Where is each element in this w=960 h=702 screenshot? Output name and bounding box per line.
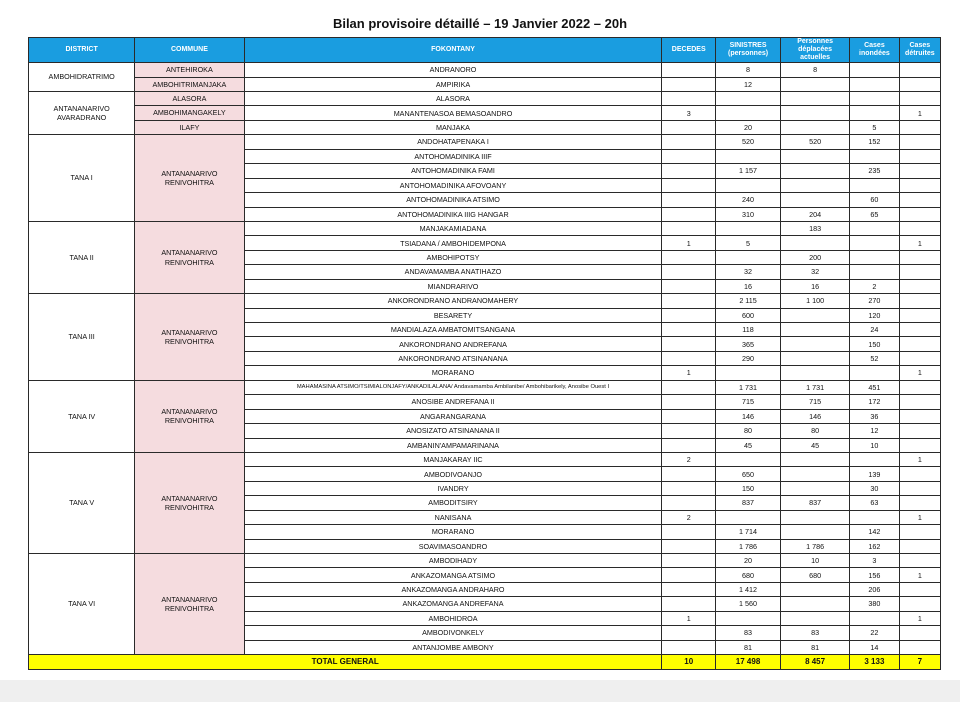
decedes-cell [662, 568, 716, 582]
decedes-cell [662, 120, 716, 134]
detruites-cell [899, 395, 940, 409]
sinistres-cell: 1 714 [716, 525, 781, 539]
fokontany-cell: ANKORONDRANO ATSINANANA [244, 351, 662, 365]
detruites-cell [899, 539, 940, 553]
fokontany-cell: MANDIALAZA AMBATOMITSANGANA [244, 323, 662, 337]
decedes-cell [662, 77, 716, 91]
district-cell: TANA VI [29, 554, 135, 655]
commune-cell: ANTANANARIVO RENIVOHITRA [135, 452, 244, 553]
inondees-cell: 380 [850, 597, 900, 611]
inondees-cell: 152 [850, 135, 900, 149]
inondees-cell: 235 [850, 164, 900, 178]
sinistres-cell: 600 [716, 308, 781, 322]
table-row [29, 92, 941, 106]
deplacees-cell: 83 [781, 626, 850, 640]
header-detruites: Cases détruites [899, 38, 940, 63]
commune-cell: ANTEHIROKA [135, 63, 244, 77]
sinistres-cell: 83 [716, 626, 781, 640]
deplacees-cell [781, 611, 850, 625]
detruites-cell [899, 135, 940, 149]
deplacees-cell: 10 [781, 554, 850, 568]
decedes-cell: 2 [662, 452, 716, 466]
deplacees-cell [781, 193, 850, 207]
commune-cell: ANTANANARIVO RENIVOHITRA [135, 135, 244, 222]
inondees-cell: 2 [850, 279, 900, 293]
detruites-cell [899, 481, 940, 495]
detruites-cell [899, 582, 940, 596]
deplacees-cell [781, 525, 850, 539]
inondees-cell [850, 452, 900, 466]
decedes-cell [662, 250, 716, 264]
total-label: TOTAL GENERAL [29, 655, 662, 670]
deplacees-cell: 32 [781, 265, 850, 279]
inondees-cell [850, 106, 900, 120]
detruites-cell [899, 554, 940, 568]
sinistres-cell: 837 [716, 496, 781, 510]
inondees-cell [850, 236, 900, 250]
sinistres-cell: 365 [716, 337, 781, 351]
deplacees-cell: 200 [781, 250, 850, 264]
commune-cell: ANTANANARIVO RENIVOHITRA [135, 380, 244, 452]
detruites-cell [899, 496, 940, 510]
fokontany-cell: AMBODIVOANJO [244, 467, 662, 481]
commune-cell: AMBOHIMANGAKELY [135, 106, 244, 120]
fokontany-cell: ANKAZOMANGA ATSIMO [244, 568, 662, 582]
total-detruites: 7 [899, 655, 940, 670]
total-row [29, 655, 941, 670]
sinistres-cell [716, 92, 781, 106]
sinistres-cell: 1 560 [716, 597, 781, 611]
commune-cell: ALASORA [135, 92, 244, 106]
detruites-cell [899, 640, 940, 654]
commune-cell: ILAFY [135, 120, 244, 134]
decedes-cell [662, 597, 716, 611]
sinistres-cell [716, 149, 781, 163]
fokontany-cell: ANKORONDRANO ANDREFANA [244, 337, 662, 351]
detruites-cell: 1 [899, 106, 940, 120]
decedes-cell [662, 164, 716, 178]
sinistres-cell: 1 786 [716, 539, 781, 553]
deplacees-cell [781, 510, 850, 524]
table-row [29, 120, 941, 134]
inondees-cell: 206 [850, 582, 900, 596]
decedes-cell [662, 149, 716, 163]
fokontany-cell: ALASORA [244, 92, 662, 106]
deplacees-cell [781, 351, 850, 365]
inondees-cell: 65 [850, 207, 900, 221]
sinistres-cell [716, 250, 781, 264]
detruites-cell [899, 250, 940, 264]
sinistres-cell [716, 510, 781, 524]
decedes-cell [662, 337, 716, 351]
fokontany-cell: MANJAKA [244, 120, 662, 134]
decedes-cell [662, 193, 716, 207]
sinistres-cell: 290 [716, 351, 781, 365]
deplacees-cell [781, 452, 850, 466]
fokontany-cell: ANTANJOMBE AMBONY [244, 640, 662, 654]
decedes-cell [662, 294, 716, 308]
fokontany-cell: AMBANIN'AMPAMARINANA [244, 438, 662, 452]
fokontany-cell: ANDOHATAPENAKA I [244, 135, 662, 149]
district-cell: TANA V [29, 452, 135, 553]
commune-cell: ANTANANARIVO RENIVOHITRA [135, 554, 244, 655]
detruites-cell: 1 [899, 236, 940, 250]
inondees-cell [850, 510, 900, 524]
deplacees-cell: 837 [781, 496, 850, 510]
sinistres-cell: 650 [716, 467, 781, 481]
deplacees-cell [781, 164, 850, 178]
inondees-cell: 3 [850, 554, 900, 568]
detruites-cell [899, 207, 940, 221]
fokontany-cell: ANDAVAMAMBA ANATIHAZO [244, 265, 662, 279]
detruites-cell [899, 221, 940, 235]
inondees-cell [850, 92, 900, 106]
sinistres-cell: 1 731 [716, 380, 781, 394]
decedes-cell [662, 554, 716, 568]
fokontany-cell: NANISANA [244, 510, 662, 524]
fokontany-cell: MIANDRARIVO [244, 279, 662, 293]
deplacees-cell [781, 149, 850, 163]
deplacees-cell: 80 [781, 424, 850, 438]
detruites-cell [899, 178, 940, 192]
deplacees-cell [781, 597, 850, 611]
deplacees-cell [781, 178, 850, 192]
inondees-cell: 5 [850, 120, 900, 134]
detruites-cell [899, 380, 940, 394]
fokontany-cell: ANDRANORO [244, 63, 662, 77]
sinistres-cell: 8 [716, 63, 781, 77]
sinistres-cell [716, 452, 781, 466]
decedes-cell [662, 539, 716, 553]
inondees-cell [850, 178, 900, 192]
deplacees-cell: 204 [781, 207, 850, 221]
fokontany-cell: BESARETY [244, 308, 662, 322]
inondees-cell: 270 [850, 294, 900, 308]
deplacees-cell: 81 [781, 640, 850, 654]
header-inondees: Cases inondées [850, 38, 900, 63]
fokontany-cell: ANOSIZATO ATSINANANA II [244, 424, 662, 438]
header-fokontany: FOKONTANY [244, 38, 662, 63]
deplacees-cell [781, 582, 850, 596]
table-row [29, 554, 941, 568]
deplacees-cell: 1 731 [781, 380, 850, 394]
sinistres-cell: 20 [716, 554, 781, 568]
header-sinistres: SINISTRES (personnes) [716, 38, 781, 63]
decedes-cell: 3 [662, 106, 716, 120]
district-cell: TANA I [29, 135, 135, 222]
decedes-cell: 1 [662, 366, 716, 380]
detruites-cell [899, 323, 940, 337]
deplacees-cell [781, 308, 850, 322]
decedes-cell [662, 409, 716, 423]
sinistres-cell [716, 221, 781, 235]
detruites-cell [899, 265, 940, 279]
header-deplacees: Personnes déplacées actuelles [781, 38, 850, 63]
deplacees-cell [781, 236, 850, 250]
deplacees-cell: 146 [781, 409, 850, 423]
decedes-cell [662, 323, 716, 337]
district-cell: ANTANANARIVO AVARADRANO [29, 92, 135, 135]
total-decedes: 10 [662, 655, 716, 670]
sinistres-cell: 680 [716, 568, 781, 582]
decedes-cell [662, 279, 716, 293]
fokontany-cell: AMPIRIKA [244, 77, 662, 91]
inondees-cell: 30 [850, 481, 900, 495]
detruites-cell: 1 [899, 611, 940, 625]
fokontany-cell: MORARANO [244, 525, 662, 539]
sinistres-cell: 2 115 [716, 294, 781, 308]
fokontany-cell: ANTOHOMADINIKA IIIG HANGAR [244, 207, 662, 221]
table-row [29, 221, 941, 235]
inondees-cell [850, 221, 900, 235]
sinistres-cell: 80 [716, 424, 781, 438]
inondees-cell: 12 [850, 424, 900, 438]
deplacees-cell [781, 337, 850, 351]
decedes-cell: 2 [662, 510, 716, 524]
fokontany-cell: ANTOHOMADINIKA IIIF [244, 149, 662, 163]
sinistres-cell: 1 412 [716, 582, 781, 596]
decedes-cell [662, 135, 716, 149]
sinistres-cell [716, 611, 781, 625]
sinistres-cell: 1 157 [716, 164, 781, 178]
fokontany-cell: ANTOHOMADINIKA ATSIMO [244, 193, 662, 207]
deplacees-cell: 520 [781, 135, 850, 149]
detruites-cell [899, 120, 940, 134]
fokontany-cell: SOAVIMASOANDRO [244, 539, 662, 553]
decedes-cell [662, 265, 716, 279]
fokontany-cell: AMBODIVONKELY [244, 626, 662, 640]
fokontany-cell: ANTOHOMADINIKA FAMI [244, 164, 662, 178]
decedes-cell [662, 395, 716, 409]
sinistres-cell [716, 106, 781, 120]
deplacees-cell: 8 [781, 63, 850, 77]
decedes-cell [662, 640, 716, 654]
sinistres-cell [716, 178, 781, 192]
inondees-cell: 172 [850, 395, 900, 409]
detruites-cell: 1 [899, 452, 940, 466]
inondees-cell: 142 [850, 525, 900, 539]
damage-report-table [28, 37, 941, 670]
header-decedes: DECEDES [662, 38, 716, 63]
sinistres-cell: 20 [716, 120, 781, 134]
detruites-cell [899, 626, 940, 640]
decedes-cell [662, 438, 716, 452]
fokontany-cell: MANJAKAMIADANA [244, 221, 662, 235]
inondees-cell [850, 265, 900, 279]
decedes-cell [662, 496, 716, 510]
detruites-cell [899, 294, 940, 308]
sinistres-cell: 45 [716, 438, 781, 452]
inondees-cell [850, 366, 900, 380]
detruites-cell [899, 597, 940, 611]
deplacees-cell [781, 106, 850, 120]
deplacees-cell [781, 481, 850, 495]
decedes-cell [662, 380, 716, 394]
inondees-cell [850, 149, 900, 163]
detruites-cell: 1 [899, 366, 940, 380]
decedes-cell [662, 582, 716, 596]
inondees-cell: 451 [850, 380, 900, 394]
district-cell: TANA III [29, 294, 135, 381]
commune-cell: ANTANANARIVO RENIVOHITRA [135, 221, 244, 293]
fokontany-cell: AMBOHIPOTSY [244, 250, 662, 264]
deplacees-cell [781, 92, 850, 106]
decedes-cell [662, 178, 716, 192]
sinistres-cell: 240 [716, 193, 781, 207]
fokontany-cell: MORARANO [244, 366, 662, 380]
fokontany-cell: AMBOHIDROA [244, 611, 662, 625]
sinistres-cell: 32 [716, 265, 781, 279]
sinistres-cell: 150 [716, 481, 781, 495]
district-cell: TANA IV [29, 380, 135, 452]
inondees-cell: 24 [850, 323, 900, 337]
detruites-cell [899, 467, 940, 481]
detruites-cell [899, 77, 940, 91]
decedes-cell [662, 63, 716, 77]
report-title: Bilan provisoire détaillé – 19 Janvier 2022 – 20h [332, 16, 628, 31]
decedes-cell [662, 626, 716, 640]
detruites-cell [899, 409, 940, 423]
detruites-cell [899, 424, 940, 438]
inondees-cell: 139 [850, 467, 900, 481]
decedes-cell [662, 207, 716, 221]
table-body [29, 63, 941, 670]
table-row [29, 63, 941, 77]
inondees-cell [850, 250, 900, 264]
inondees-cell: 14 [850, 640, 900, 654]
inondees-cell: 36 [850, 409, 900, 423]
inondees-cell: 162 [850, 539, 900, 553]
bottom-band [0, 680, 960, 702]
commune-cell: ANTANANARIVO RENIVOHITRA [135, 294, 244, 381]
table-row [29, 77, 941, 91]
fokontany-cell: ANKAZOMANGA ANDRAHARO [244, 582, 662, 596]
sinistres-cell: 16 [716, 279, 781, 293]
total-inondees: 3 133 [850, 655, 900, 670]
decedes-cell: 1 [662, 611, 716, 625]
district-cell: TANA II [29, 221, 135, 293]
decedes-cell [662, 467, 716, 481]
district-cell: AMBOHIDRATRIMO [29, 63, 135, 92]
decedes-cell: 1 [662, 236, 716, 250]
inondees-cell: 150 [850, 337, 900, 351]
commune-cell: AMBOHITRIMANJAKA [135, 77, 244, 91]
inondees-cell: 52 [850, 351, 900, 365]
inondees-cell [850, 611, 900, 625]
deplacees-cell: 1 786 [781, 539, 850, 553]
table-row [29, 135, 941, 149]
table-row [29, 106, 941, 120]
table-row [29, 380, 941, 394]
sinistres-cell: 310 [716, 207, 781, 221]
detruites-cell [899, 63, 940, 77]
fokontany-cell: AMBODITSIRY [244, 496, 662, 510]
sinistres-cell: 81 [716, 640, 781, 654]
fokontany-cell: AMBODIHADY [244, 554, 662, 568]
inondees-cell: 22 [850, 626, 900, 640]
table-row [29, 294, 941, 308]
deplacees-cell: 45 [781, 438, 850, 452]
inondees-cell [850, 63, 900, 77]
fokontany-cell: IVANDRY [244, 481, 662, 495]
detruites-cell [899, 279, 940, 293]
detruites-cell [899, 92, 940, 106]
deplacees-cell: 16 [781, 279, 850, 293]
inondees-cell [850, 77, 900, 91]
sinistres-cell: 520 [716, 135, 781, 149]
detruites-cell: 1 [899, 510, 940, 524]
detruites-cell [899, 308, 940, 322]
fokontany-cell: MANANTENASOA BEMASOANDRO [244, 106, 662, 120]
detruites-cell [899, 337, 940, 351]
decedes-cell [662, 308, 716, 322]
sinistres-cell: 715 [716, 395, 781, 409]
fokontany-cell: MANJAKARAY IIC [244, 452, 662, 466]
deplacees-cell: 183 [781, 221, 850, 235]
sinistres-cell: 146 [716, 409, 781, 423]
fokontany-cell: TSIADANA / AMBOHIDEMPONA [244, 236, 662, 250]
detruites-cell [899, 525, 940, 539]
deplacees-cell [781, 366, 850, 380]
detruites-cell [899, 164, 940, 178]
total-sinistres: 17 498 [716, 655, 781, 670]
detruites-cell [899, 351, 940, 365]
fokontany-cell: MAHAMASINA ATSIMO/TSIMIALONJAFY/ANKADILALANA/ Andavamamba Ambilanibe/ Ambohibarikely, Anosibe Ouest I [244, 380, 662, 394]
table-header-row [29, 38, 941, 63]
deplacees-cell: 680 [781, 568, 850, 582]
sinistres-cell: 5 [716, 236, 781, 250]
decedes-cell [662, 351, 716, 365]
decedes-cell [662, 525, 716, 539]
deplacees-cell [781, 77, 850, 91]
detruites-cell [899, 438, 940, 452]
decedes-cell [662, 424, 716, 438]
deplacees-cell [781, 120, 850, 134]
decedes-cell [662, 481, 716, 495]
deplacees-cell: 1 100 [781, 294, 850, 308]
sinistres-cell: 12 [716, 77, 781, 91]
inondees-cell: 156 [850, 568, 900, 582]
detruites-cell [899, 193, 940, 207]
deplacees-cell [781, 467, 850, 481]
decedes-cell [662, 92, 716, 106]
fokontany-cell: ANKORONDRANO ANDRANOMAHERY [244, 294, 662, 308]
fokontany-cell: ANKAZOMANGA ANDREFANA [244, 597, 662, 611]
deplacees-cell [781, 323, 850, 337]
header-commune: COMMUNE [135, 38, 244, 63]
detruites-cell: 1 [899, 568, 940, 582]
inondees-cell: 10 [850, 438, 900, 452]
fokontany-cell: ANOSIBE ANDREFANA II [244, 395, 662, 409]
deplacees-cell: 715 [781, 395, 850, 409]
total-deplacees: 8 457 [781, 655, 850, 670]
sinistres-cell [716, 366, 781, 380]
detruites-cell [899, 149, 940, 163]
table-row [29, 452, 941, 466]
sinistres-cell: 118 [716, 323, 781, 337]
decedes-cell [662, 221, 716, 235]
fokontany-cell: ANTOHOMADINIKA AFOVOANY [244, 178, 662, 192]
inondees-cell: 60 [850, 193, 900, 207]
fokontany-cell: ANGARANGARANA [244, 409, 662, 423]
inondees-cell: 63 [850, 496, 900, 510]
header-district: DISTRICT [29, 38, 135, 63]
inondees-cell: 120 [850, 308, 900, 322]
